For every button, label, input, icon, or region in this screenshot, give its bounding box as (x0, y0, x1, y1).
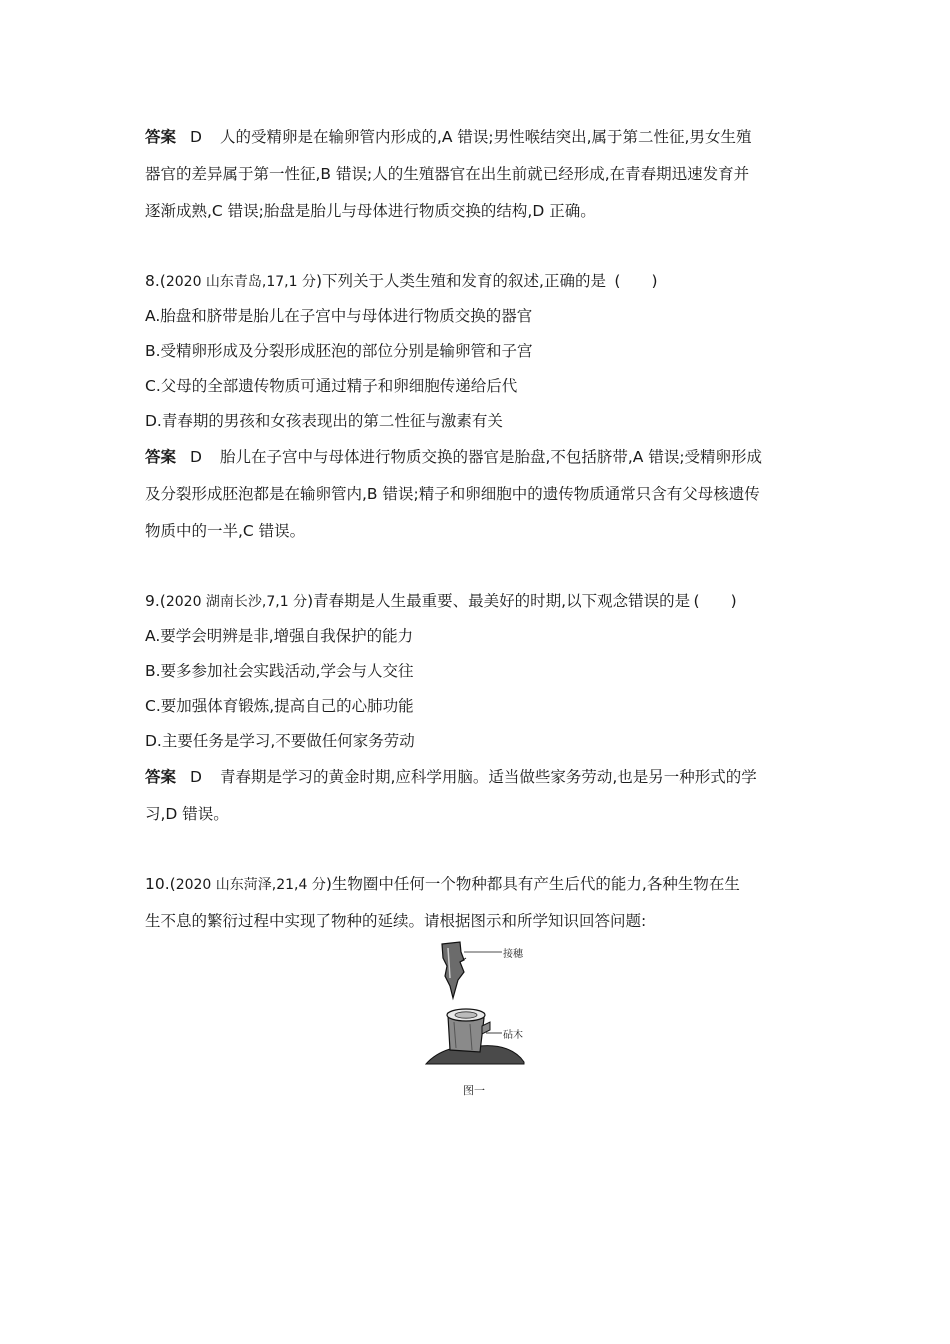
question-stem: )生物圈中任何一个物种都具有产生后代的能力,各种生物在生 (325, 875, 740, 893)
q9-answer-line-2: 习,D 错误。 (145, 805, 229, 823)
q8-stem (145, 270, 666, 293)
answer-bracket: ( ) (693, 592, 737, 610)
q9-option-b: B.要多参加社会实践活动,学会与人交往 (145, 662, 414, 680)
answer-letter: D (190, 768, 202, 786)
q8-answer-line-3: 物质中的一半,C 错误。 (145, 522, 306, 540)
grafting-figure (420, 938, 532, 1068)
q7-answer-line-1 (145, 126, 752, 148)
scion-label: 接穗 (503, 949, 523, 960)
q10-stem-line-1 (145, 873, 740, 896)
figure-caption: 图一 (463, 1084, 485, 1097)
q10-stem-line-2: 生不息的繁衍过程中实现了物种的延续。请根据图示和所学知识回答问题: (145, 912, 647, 930)
q8-option-b: B.受精卵形成及分裂形成胚泡的部位分别是输卵管和子宫 (145, 342, 533, 360)
q9-option-c: C.要加强体育锻炼,提高自己的心肺功能 (145, 697, 414, 715)
q9-stem (145, 590, 740, 613)
answer-letter: D (190, 128, 202, 146)
q9-option-a: A.要学会明辨是非,增强自我保护的能力 (145, 627, 414, 645)
question-number: 9.( (145, 592, 166, 610)
question-source: 2020 山东菏泽,21,4 分 (175, 877, 326, 893)
q8-answer-line-1 (145, 446, 762, 468)
q9-option-d: D.主要任务是学习,不要做任何家务劳动 (145, 732, 415, 750)
question-number: 8.( (145, 272, 166, 290)
q8-option-d: D.青春期的男孩和女孩表现出的第二性征与激素有关 (145, 412, 503, 430)
question-stem: )下列关于人类生殖和发育的叙述,正确的是 (316, 272, 606, 290)
answer-text: 人的受精卵是在输卵管内形成的,A 错误;男性喉结突出,属于第二性征,男女生殖 (219, 128, 752, 146)
answer-text: 青春期是学习的黄金时期,应科学用脑。适当做些家务劳动,也是另一种形式的学 (219, 768, 757, 786)
answer-label: 答案 (145, 768, 177, 786)
answer-label: 答案 (145, 448, 177, 466)
answer-letter: D (190, 448, 202, 466)
question-source: 2020 山东青岛,17,1 分 (165, 274, 316, 290)
q8-answer-line-2: 及分裂形成胚泡都是在输卵管内,B 错误;精子和卵细胞中的遗传物质通常只含有父母核遗传 (145, 485, 760, 503)
q9-answer-line-1 (145, 766, 757, 788)
q8-option-c: C.父母的全部遗传物质可通过精子和卵细胞传递给后代 (145, 377, 518, 395)
question-stem: )青春期是人生最重要、最美好的时期,以下观念错误的是 (307, 592, 691, 610)
answer-label: 答案 (145, 128, 177, 146)
q7-answer-line-2: 器官的差异属于第一性征,B 错误;人的生殖器官在出生前就已经形成,在青春期迅速发育并 (145, 165, 750, 183)
answer-text: 胎儿在子宫中与母体进行物质交换的器官是胎盘,不包括脐带,A 错误;受精卵形成 (219, 448, 763, 466)
question-source: 2020 湖南长沙,7,1 分 (165, 594, 308, 610)
q8-option-a: A.胎盘和脐带是胎儿在子宫中与母体进行物质交换的器官 (145, 307, 533, 325)
answer-bracket: ( ) (614, 272, 658, 290)
stock-label: 砧木 (503, 1030, 523, 1041)
q7-answer-line-3: 逐渐成熟,C 错误;胎盘是胎儿与母体进行物质交换的结构,D 正确。 (145, 202, 596, 220)
question-number: 10.( (145, 875, 176, 893)
